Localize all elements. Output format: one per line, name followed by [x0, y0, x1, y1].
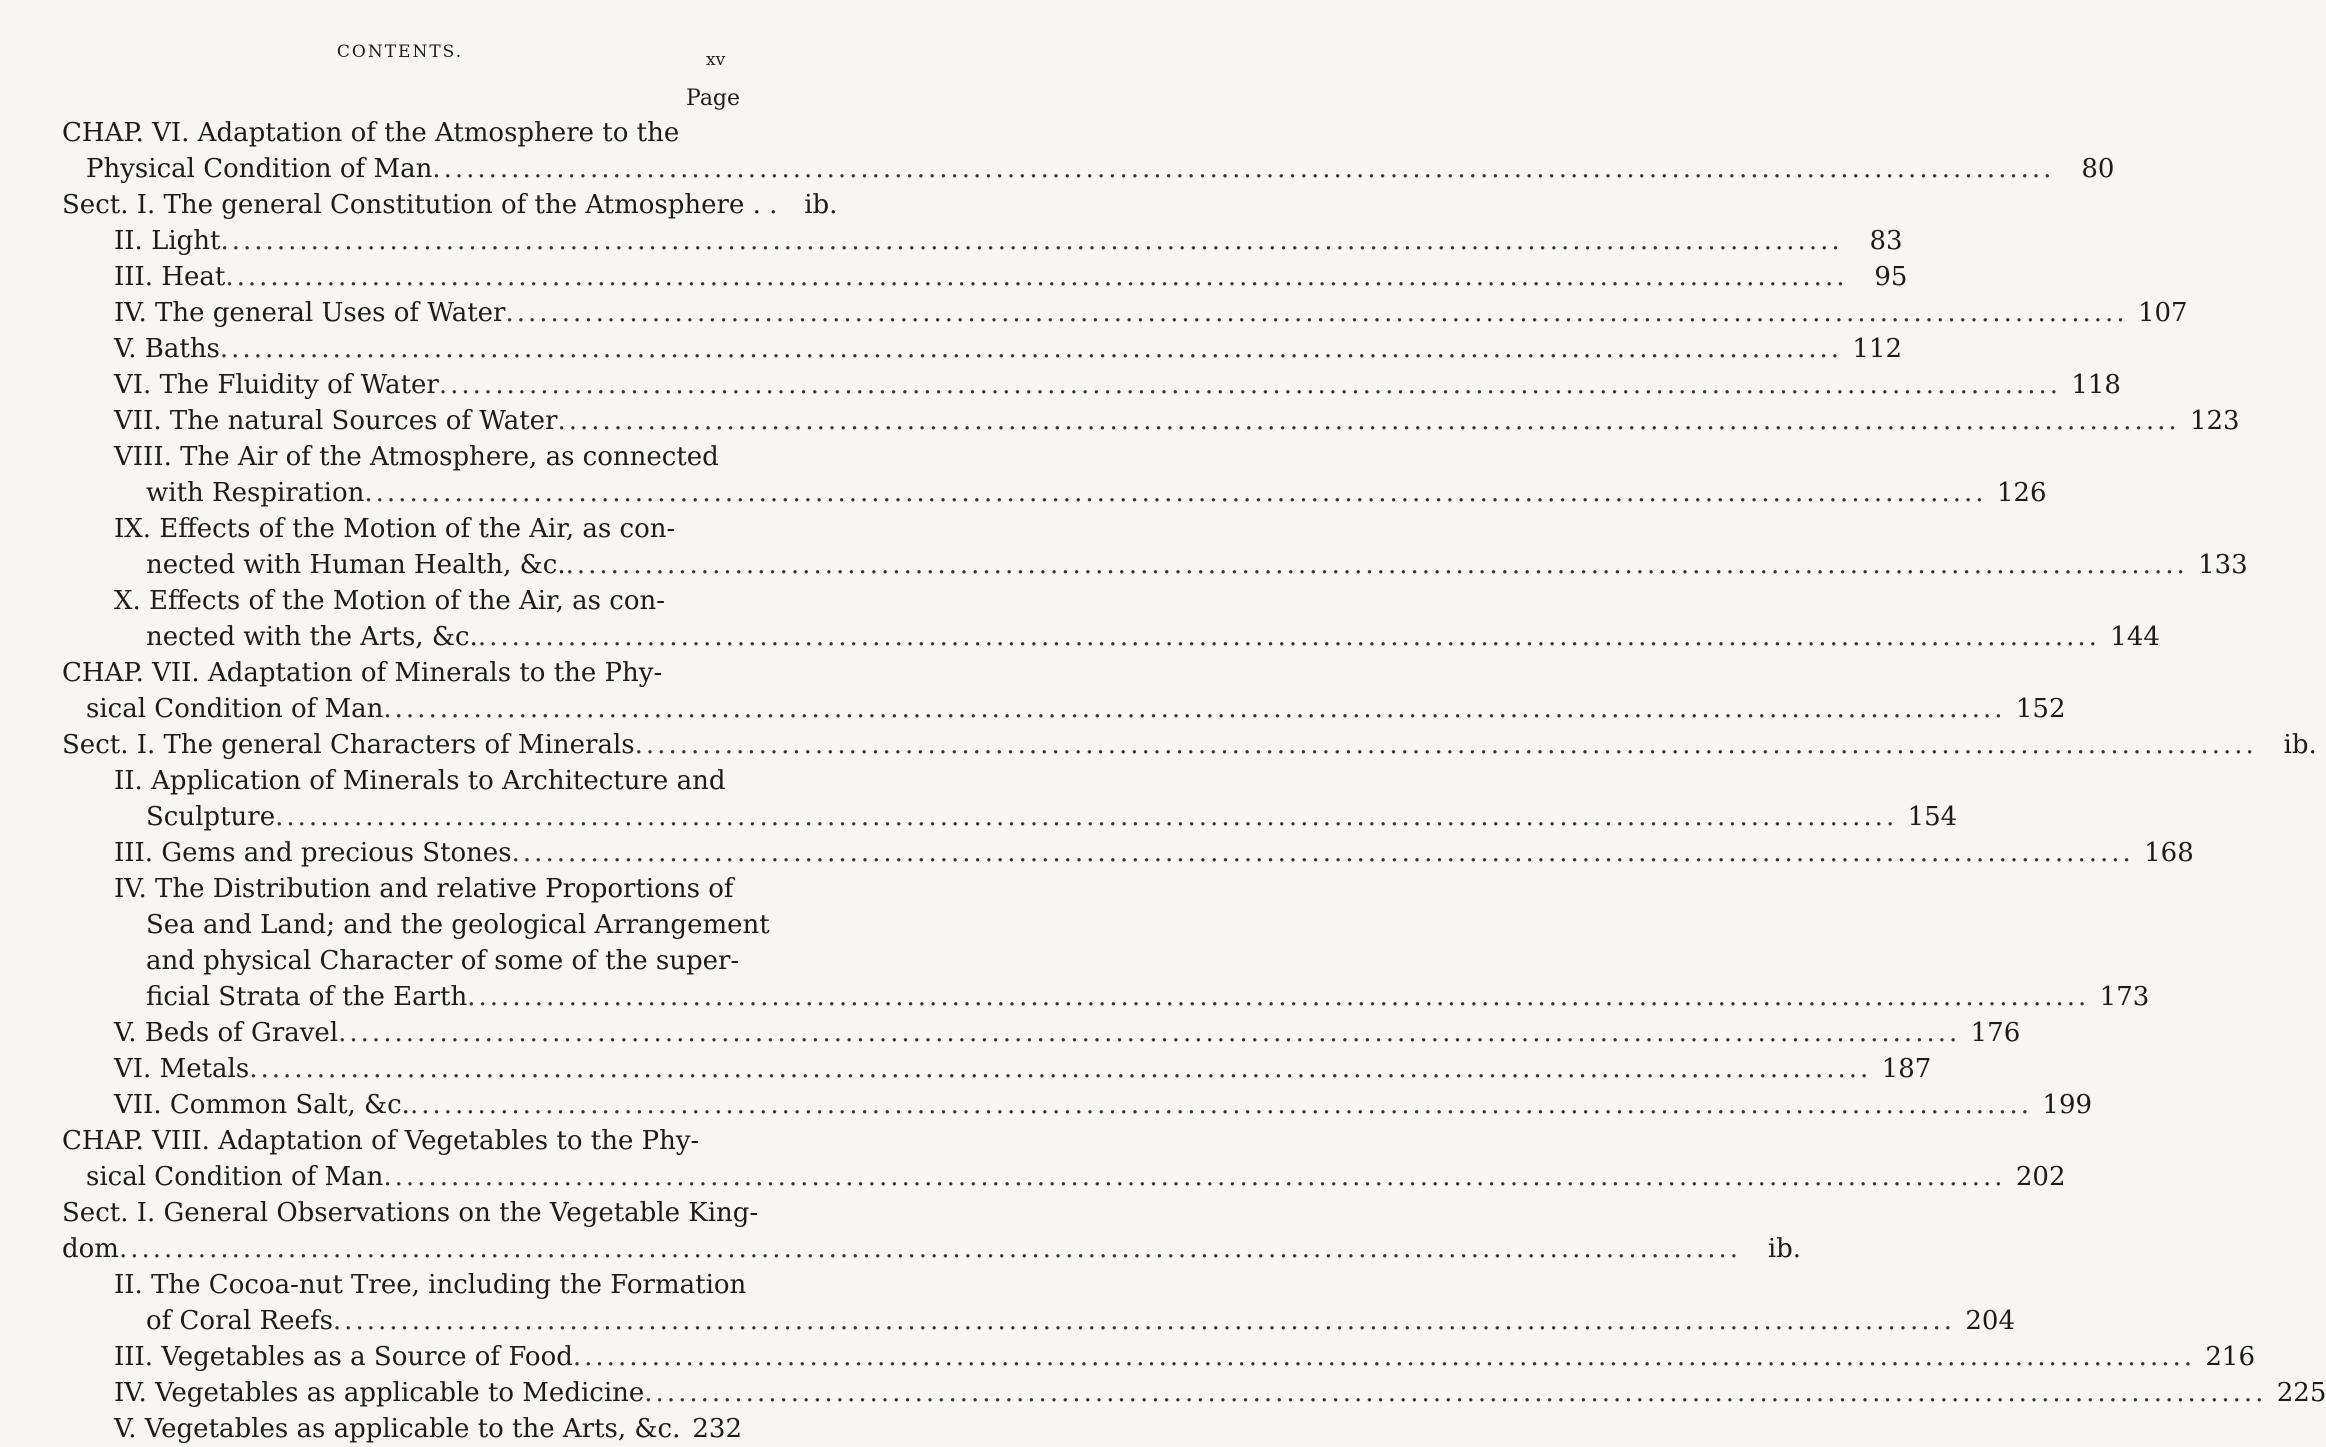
toc-entry-title: VI. The Fluidity of Water: [114, 370, 439, 400]
toc-line: [114, 295, 2188, 331]
toc-line: [114, 403, 2240, 439]
toc-entry-title: of Coral Reefs: [146, 1306, 333, 1336]
toc-page-number: ib.: [804, 190, 838, 220]
toc-page-number: 187: [1881, 1054, 1932, 1084]
toc-entry-title: ficial Strata of the Earth: [146, 982, 468, 1012]
toc-page-number: 126: [1996, 478, 2047, 508]
toc-entry-title: II. Light: [114, 226, 221, 256]
toc-line: [114, 583, 742, 619]
toc-entry-title: dom: [62, 1234, 119, 1264]
toc-entry: [62, 1267, 2016, 1339]
dot-leader: [467, 979, 2089, 1015]
toc-entry-title: IX. Effects of the Motion of the Air, as con-: [114, 514, 676, 544]
toc-entry: [62, 1375, 2326, 1411]
dot-leader: [333, 1303, 1955, 1339]
toc-page-number: 152: [2015, 694, 2066, 724]
toc-entry-title: II. The Cocoa-nut Tree, including the Formation: [114, 1270, 747, 1300]
toc-entry: [62, 583, 2160, 655]
dot-leader: [221, 223, 1843, 259]
toc-page-number: 216: [2205, 1342, 2255, 1372]
toc-entry-title: nected with the Arts, &c.: [146, 622, 478, 652]
toc-page-number: 123: [2189, 406, 2240, 436]
dot-leader: [566, 547, 2188, 583]
toc-entry-title: X. Effects of the Motion of the Air, as con-: [114, 586, 666, 616]
toc-line: [114, 1339, 2255, 1375]
toc-entry: [62, 1195, 1802, 1267]
toc-line: [114, 1087, 2093, 1123]
toc-line: [62, 691, 2066, 727]
toc-page-number: 232: [692, 1414, 742, 1444]
toc-page-number: 176: [1970, 1018, 2021, 1048]
toc-entry-title: III. Vegetables as a Source of Food: [114, 1342, 573, 1372]
toc-entry: [62, 115, 2115, 187]
page-column-label: Page: [686, 86, 741, 111]
toc-entry-title: sical Condition of Man: [86, 694, 384, 724]
toc-line: [114, 943, 742, 979]
toc-entry-title: Sculpture: [146, 802, 276, 832]
toc-page-number: 225: [2276, 1378, 2326, 1408]
dot-leader: [364, 475, 1986, 511]
toc-entry-title: III. Gems and precious Stones: [114, 838, 512, 868]
running-head: CONTENTS.: [336, 42, 464, 62]
toc-entry-title: IV. The general Uses of Water: [114, 298, 506, 328]
toc-line: [114, 1303, 2016, 1339]
toc-line: [114, 331, 1903, 367]
toc-line: [114, 259, 1908, 295]
toc-line: [114, 547, 2248, 583]
dot-leader: [439, 367, 2061, 403]
toc-page-number: ib.: [2283, 730, 2317, 760]
toc-entry: [62, 511, 2248, 583]
toc-entry: [62, 439, 2047, 511]
toc-page-number: 112: [1852, 334, 1903, 364]
toc-entry-title: CHAP. VI. Adaptation of the Atmosphere to the: [62, 118, 680, 148]
toc-entry-title: sical Condition of Man: [86, 1162, 384, 1192]
toc-entry-title: V. Vegetables as applicable to the Arts, &c.: [114, 1414, 681, 1444]
toc-line: [114, 799, 1958, 835]
toc-entry-title: and physical Character of some of the super-: [146, 946, 740, 976]
toc-line: [114, 619, 2160, 655]
toc-page-number: 154: [1907, 802, 1958, 832]
toc-line: [114, 871, 742, 907]
toc-entry-title: VIII. The Air of the Atmosphere, as connected: [114, 442, 719, 472]
toc-page-number: ib.: [1767, 1234, 1802, 1264]
toc-entry: [62, 187, 838, 223]
toc-entry: [62, 1087, 2093, 1123]
toc-entry: [62, 655, 2066, 727]
dot-leader: [635, 727, 2257, 763]
toc-entry-title: CHAP. VIII. Adaptation of Vegetables to the Phy-: [62, 1126, 700, 1156]
toc-entry: [62, 871, 2150, 1015]
dot-leader: [573, 1339, 2195, 1375]
toc-entry: [62, 295, 2188, 331]
toc-entry: [62, 1051, 1932, 1087]
toc-entry-title: nected with Human Health, &c.: [146, 550, 566, 580]
toc-entry-title: II. Application of Minerals to Architecture and: [114, 766, 726, 796]
toc-line: [114, 1051, 1932, 1087]
toc-page-number: 80: [2081, 154, 2115, 184]
toc-line: [62, 655, 742, 691]
toc-entry-title: Sect. I. The general Characters of Minerals: [62, 730, 635, 760]
toc-entry-title: III. Heat: [114, 262, 226, 292]
toc-line: [114, 367, 2121, 403]
toc-line: [114, 907, 770, 943]
page-folio: xv: [706, 50, 726, 70]
toc-page-number: 204: [1965, 1306, 2016, 1336]
toc-entry: [62, 223, 1903, 259]
toc-line: [114, 835, 2194, 871]
toc-line: [114, 475, 2047, 511]
dot-leader: [383, 1159, 2005, 1195]
toc-line: [114, 1015, 2021, 1051]
toc-entry-title: IV. The Distribution and relative Proportions of: [114, 874, 734, 904]
toc-entry: [62, 1015, 2021, 1051]
dot-leader: [249, 1051, 1871, 1087]
dot-leader: [275, 799, 1897, 835]
toc-entry-title: Sea and Land; and the geological Arrangement: [146, 910, 770, 940]
toc-entry: [62, 403, 2240, 439]
toc-line: [62, 151, 2115, 187]
table-of-contents: [62, 115, 2326, 1447]
dot-leader: [512, 835, 2134, 871]
toc-page-number: 144: [2110, 622, 2160, 652]
toc-entry: [62, 727, 2317, 763]
toc-entry-title: Sect. I. The general Constitution of the Atmosphere . .: [62, 190, 778, 220]
dot-leader: [410, 1087, 2032, 1123]
toc-entry-title: with Respiration: [146, 478, 365, 508]
toc-entry-title: VII. Common Salt, &c.: [114, 1090, 410, 1120]
toc-page-number: 95: [1874, 262, 1908, 292]
toc-entry: [62, 1123, 2066, 1195]
toc-line: [62, 1123, 742, 1159]
toc-line: [62, 1159, 2066, 1195]
dot-leader: [383, 691, 2005, 727]
dot-leader: [225, 259, 1847, 295]
dot-leader: [119, 1231, 1741, 1267]
dot-leader: [432, 151, 2054, 187]
toc-entry: [62, 1339, 2255, 1375]
dot-leader: [338, 1015, 1960, 1051]
dot-leader: [478, 619, 2100, 655]
toc-entry: [62, 763, 1958, 835]
toc-line: [114, 511, 742, 547]
toc-entry: [62, 331, 1903, 367]
toc-entry-title: IV. Vegetables as applicable to Medicine: [114, 1378, 645, 1408]
toc-line: [62, 187, 838, 223]
toc-page-number: 168: [2144, 838, 2194, 868]
toc-line: [114, 1411, 742, 1447]
toc-line: [114, 1375, 2326, 1411]
toc-entry-title: Physical Condition of Man: [86, 154, 433, 184]
toc-entry-title: Sect. I. General Observations on the Vegetable King-: [62, 1198, 759, 1228]
dot-leader: [220, 331, 1842, 367]
toc-page-number: 133: [2198, 550, 2248, 580]
dot-leader: [644, 1375, 2266, 1411]
toc-page-number: 173: [2099, 982, 2150, 1012]
toc-line: [62, 1231, 1802, 1267]
toc-line: [114, 979, 2150, 1015]
dot-leader: [505, 295, 2127, 331]
toc-entry-title: V. Baths: [114, 334, 220, 364]
toc-line: [114, 223, 1903, 259]
toc-line: [114, 439, 742, 475]
dot-leader: [558, 403, 2180, 439]
toc-entry-title: CHAP. VII. Adaptation of Minerals to the Phy-: [62, 658, 663, 688]
toc-page-number: 118: [2071, 370, 2121, 400]
toc-page-number: 107: [2137, 298, 2188, 328]
toc-page-number: 202: [2015, 1162, 2066, 1192]
toc-line: [114, 763, 742, 799]
toc-line: [62, 1195, 759, 1231]
toc-entry: [62, 367, 2121, 403]
toc-page-number: 199: [2042, 1090, 2093, 1120]
toc-page-number: 83: [1869, 226, 1903, 256]
toc-line: [62, 115, 742, 151]
toc-entry: [62, 1411, 742, 1447]
toc-entry-title: VI. Metals: [114, 1054, 250, 1084]
toc-line: [62, 727, 2317, 763]
toc-entry-title: VII. The natural Sources of Water: [114, 406, 558, 436]
toc-line: [114, 1267, 747, 1303]
toc-entry: [62, 835, 2194, 871]
toc-entry-title: V. Beds of Gravel: [114, 1018, 339, 1048]
toc-entry: [62, 259, 1908, 295]
